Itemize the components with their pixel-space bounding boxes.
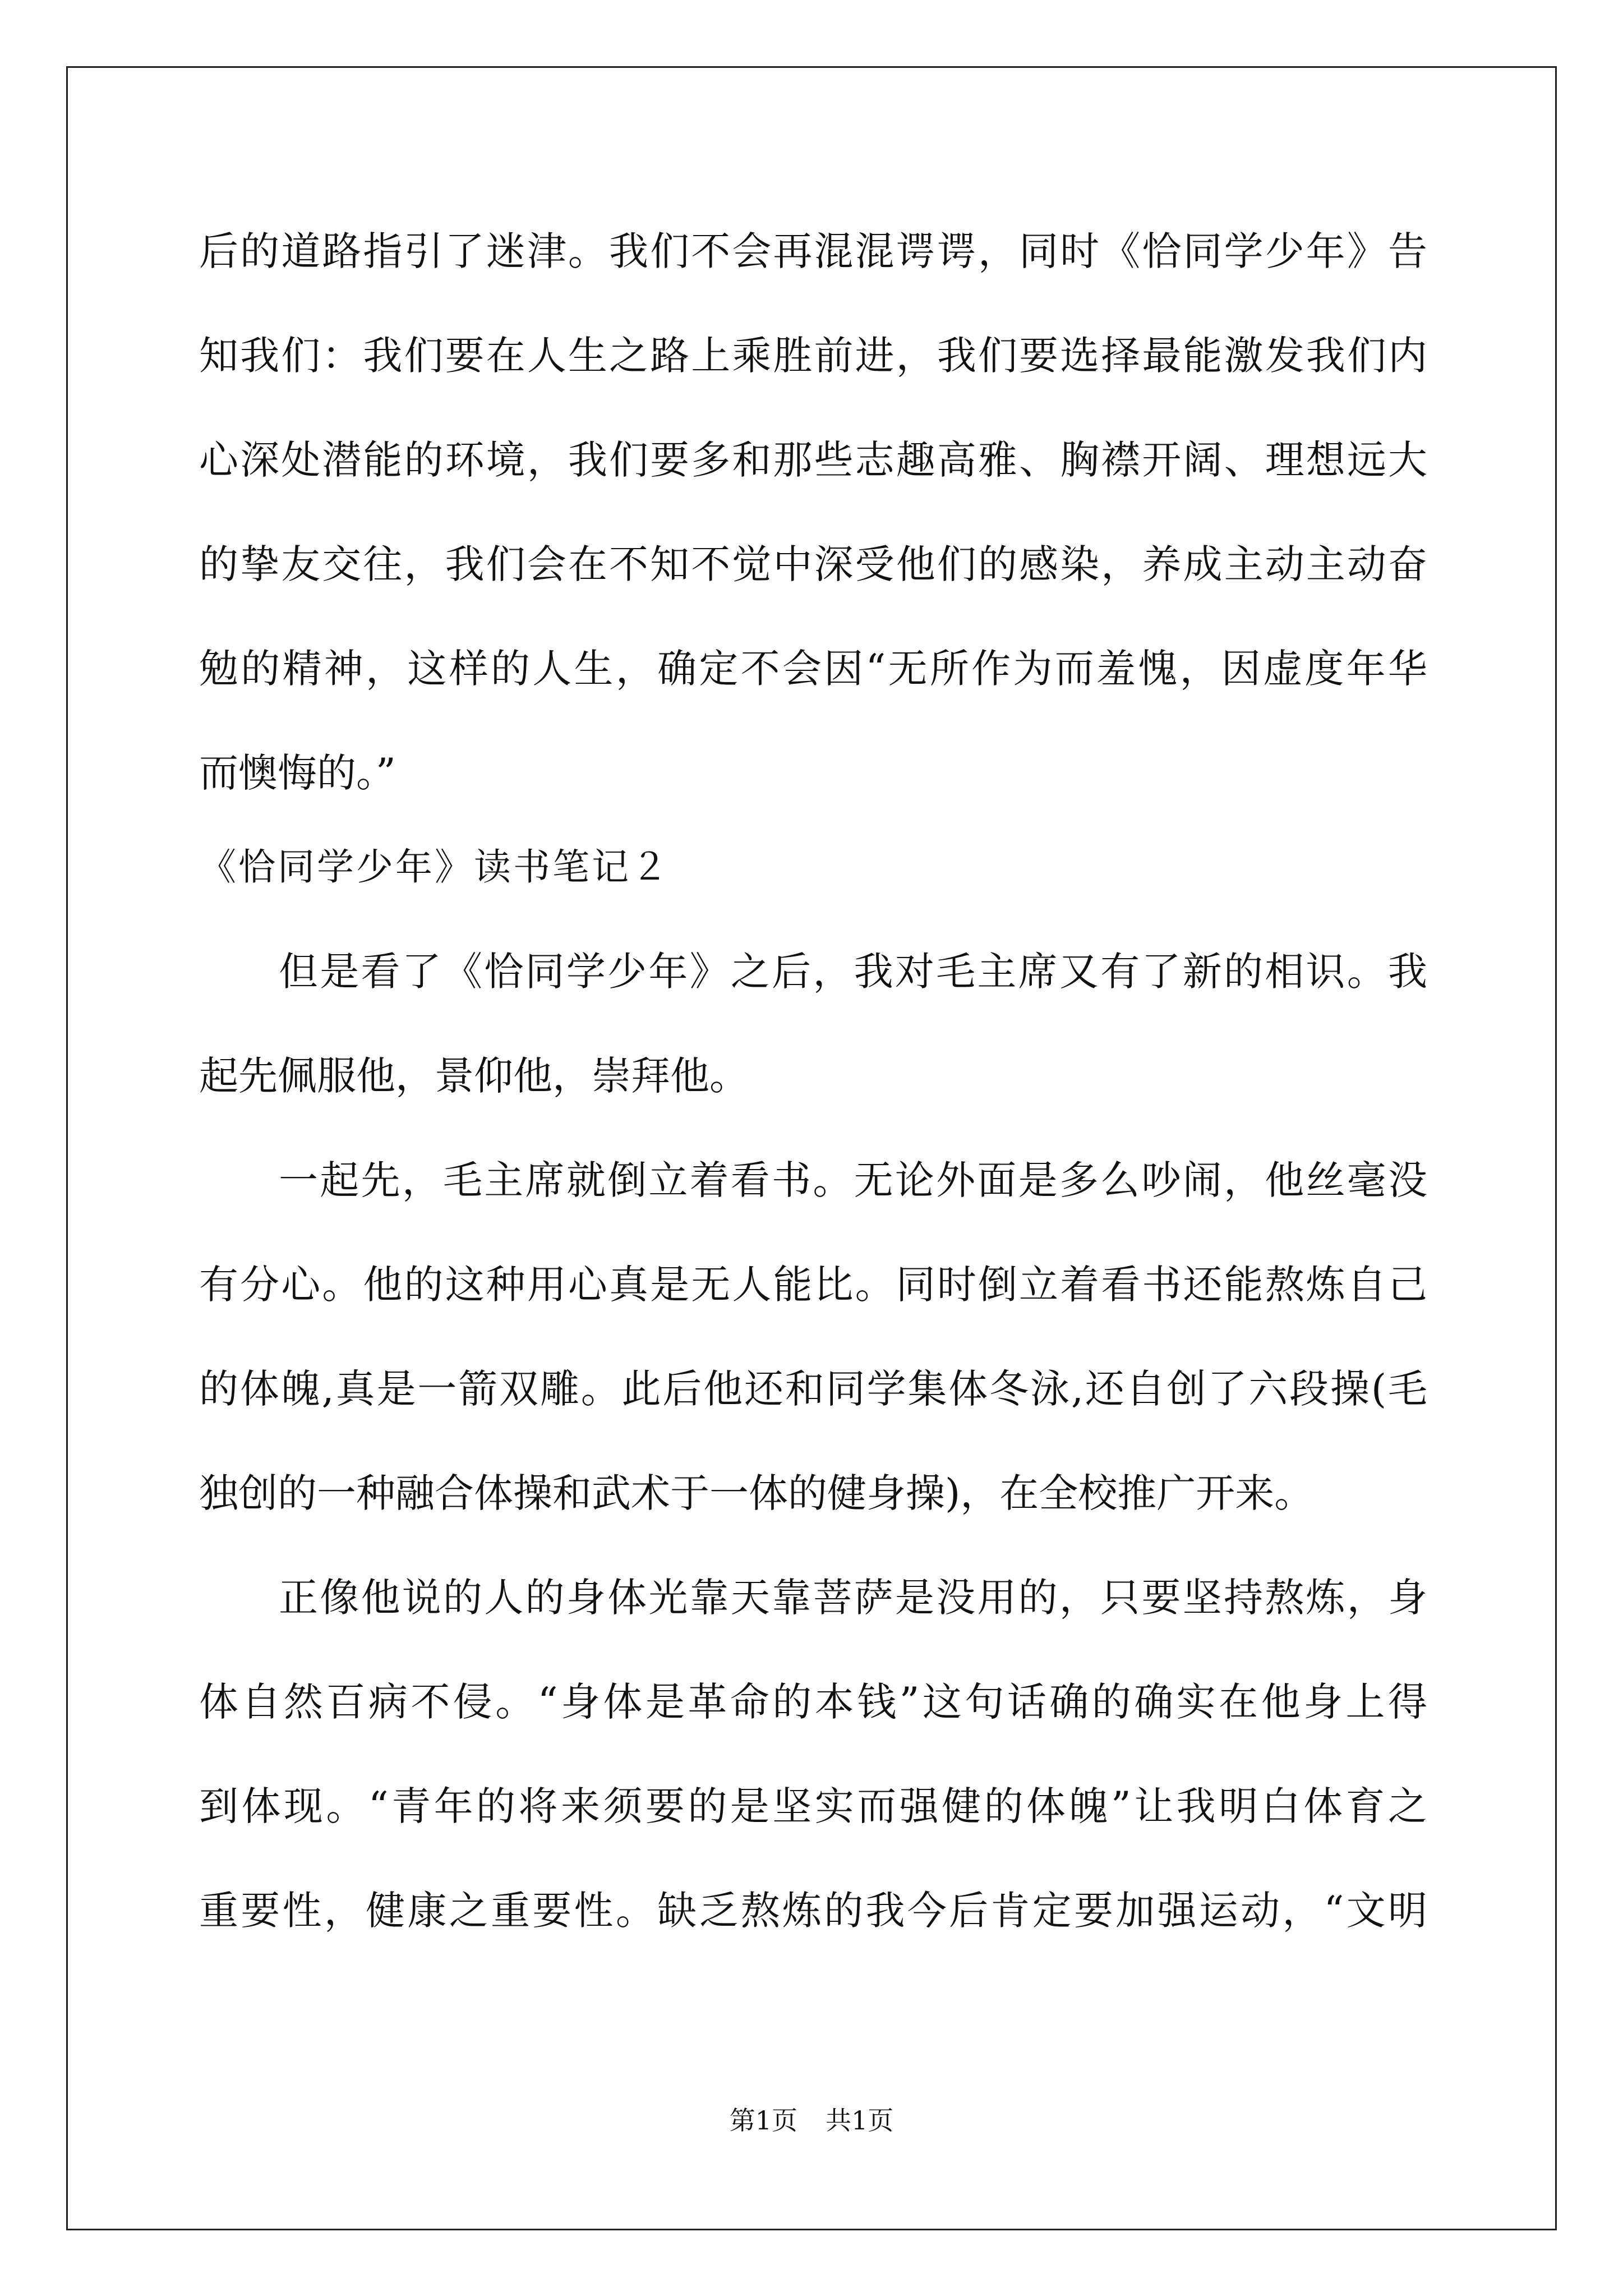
paragraph-line: 独创的一种融合体操和武术于一体的健身操)，在全校推广开来。	[199, 1470, 1314, 1516]
paragraph-line: 到体现。“青年的将来须要的是坚实而强健的体魄”让我明白体育之	[199, 1783, 1427, 1829]
section-heading: 《恰同学少年》读书笔记２	[199, 845, 670, 889]
page-total: 共1页	[826, 2105, 894, 2136]
paragraph-line: 重要性，健康之重要性。缺乏熬炼的我今后肯定要加强运动，“文明	[199, 1888, 1427, 1934]
paragraph-line: 一起先，毛主席就倒立着看书。无论外面是多么吵闹，他丝毫没	[279, 1157, 1427, 1203]
paragraph-line: 而懊悔的。”	[199, 750, 396, 796]
paragraph-line: 有分心。他的这种用心真是无人能比。同时倒立着看书还能熬炼自己	[199, 1262, 1427, 1308]
paragraph-line: 的挚友交往，我们会在不知不觉中深受他们的感染，养成主动主动奋	[199, 541, 1427, 587]
paragraph-line: 正像他说的人的身体光靠天靠菩萨是没用的，只要坚持熬炼，身	[279, 1575, 1427, 1621]
paragraph-line: 心深处潜能的环境，我们要多和那些志趣高雅、胸襟开阔、理想远大	[199, 437, 1427, 483]
paragraph-line: 体自然百病不侵。“身体是革命的本钱”这句话确的确实在他身上得	[199, 1679, 1427, 1725]
paragraph-line: 勉的精神，这样的人生，确定不会因“无所作为而羞愧，因虚度年华	[199, 646, 1427, 692]
paragraph-line: 知我们：我们要在人生之路上乘胜前进，我们要选择最能激发我们内	[199, 333, 1427, 379]
page-number: 第1页	[729, 2105, 797, 2136]
paragraph-line: 起先佩服他，景仰他，崇拜他。	[199, 1053, 749, 1099]
paragraph-line: 后的道路指引了迷津。我们不会再混混谔谔，同时《恰同学少年》告	[199, 228, 1427, 274]
page-footer	[0, 2104, 1623, 2137]
paragraph-line: 但是看了《恰同学少年》之后，我对毛主席又有了新的相识。我	[279, 949, 1427, 995]
paragraph-line: 的体魄,真是一箭双雕。此后他还和同学集体冬泳,还自创了六段操(毛	[199, 1366, 1427, 1412]
